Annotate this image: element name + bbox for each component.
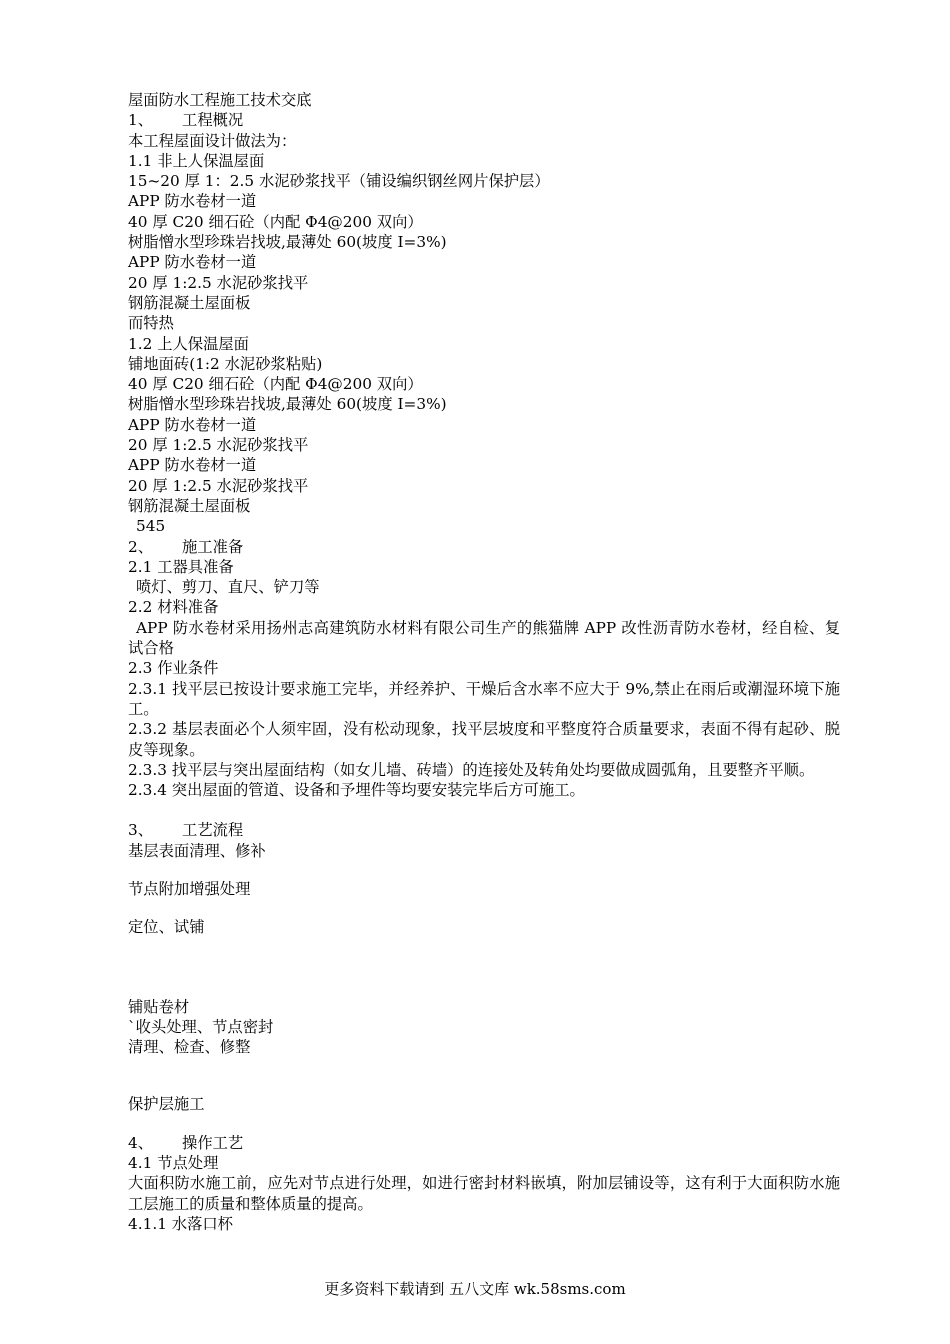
layer-item: APP 防水卷材一道 bbox=[128, 253, 257, 272]
subsection-4-1-title: 4.1 节点处理 bbox=[128, 1154, 219, 1173]
flow-step: 基层表面清理、修补 bbox=[128, 841, 266, 860]
layer-item: 树脂憎水型珍珠岩找坡,最薄处 60(坡度 I=3%) bbox=[128, 395, 447, 414]
layer-item: APP 防水卷材一道 bbox=[128, 415, 257, 434]
condition-2-3-4: 2.3.4 突出屋面的管道、设备和予埋件等均要安装完毕后方可施工。 bbox=[128, 781, 585, 800]
layer-item: 40 厚 C20 细石砼（内配 Φ4@200 双向） bbox=[128, 212, 423, 231]
subsection-2-3-title: 2.3 作业条件 bbox=[128, 659, 219, 678]
section-1-title: 工程概况 bbox=[182, 111, 244, 130]
subsection-4-1-1-title: 4.1.1 水落口杯 bbox=[128, 1214, 233, 1233]
flow-step: `收头处理、节点密封 bbox=[128, 1017, 274, 1036]
flow-step: 节点附加增强处理 bbox=[128, 879, 251, 898]
section-4-heading bbox=[128, 1133, 840, 1153]
layer-item: 钢筋混凝土屋面板 bbox=[128, 496, 251, 515]
layer-item: 20 厚 1:2.5 水泥砂浆找平 bbox=[128, 436, 309, 455]
condition-2-3-3: 2.3.3 找平层与突出屋面结构（如女儿墙、砖墙）的连接处及转角处均要做成圆弧角，且要整齐平顺。 bbox=[128, 760, 815, 779]
subsection-2-2-title: 2.2 材料准备 bbox=[128, 598, 219, 617]
node-treatment-text: 大面积防水施工前，应先对节点进行处理，如进行密封材料嵌填，附加层铺设等，这有利于大面积防水施工层施工的质量和整体质量的提高。 bbox=[128, 1174, 840, 1213]
document-body bbox=[128, 90, 840, 1234]
section-3-title: 工艺流程 bbox=[182, 821, 244, 840]
layer-item: APP 防水卷材一道 bbox=[128, 192, 257, 211]
flow-step: 清理、检查、修整 bbox=[128, 1038, 251, 1057]
footer-link-text[interactable]: 更多资料下载请到 五八文库 wk.58sms.com bbox=[324, 1280, 626, 1298]
layer-item: 20 厚 1:2.5 水泥砂浆找平 bbox=[128, 476, 309, 495]
section-1-heading bbox=[128, 110, 840, 130]
section-2-number: 2、 bbox=[128, 537, 154, 556]
layer-item: 铺地面砖(1:2 水泥砂浆粘贴) bbox=[128, 354, 323, 373]
layer-item: 钢筋混凝土屋面板 bbox=[128, 293, 251, 312]
flow-step: 铺贴卷材 bbox=[128, 997, 190, 1016]
materials-text: APP 防水卷材采用扬州志高建筑防水材料有限公司生产的熊猫牌 APP 改性沥青防水卷材，经自检、复试合格 bbox=[128, 618, 840, 658]
condition-2-3-2: 2.3.2 基层表面必个人须牢固，没有松动现象，找平层坡度和平整度符合质量要求，表面不得有起砂、脱皮等现象。 bbox=[128, 720, 840, 759]
layer-item: 树脂憎水型珍珠岩找坡,最薄处 60(坡度 I=3%) bbox=[128, 233, 447, 252]
intro-text: 本工程屋面设计做法为： bbox=[128, 131, 297, 150]
document-title: 屋面防水工程施工技术交底 bbox=[128, 91, 312, 109]
tools-text: 喷灯、剪刀、直尺、铲刀等 bbox=[136, 578, 320, 597]
flow-step: 定位、试铺 bbox=[128, 918, 205, 937]
flow-step: 保护层施工 bbox=[128, 1095, 205, 1114]
section-1-number: 1、 bbox=[128, 111, 154, 130]
layer-item: 20 厚 1:2.5 水泥砂浆找平 bbox=[128, 273, 309, 292]
section-2-heading bbox=[128, 537, 840, 557]
stray-number: 545 bbox=[136, 517, 166, 536]
subsection-2-1-title: 2.1 工器具准备 bbox=[128, 557, 234, 576]
section-3-heading bbox=[128, 820, 840, 840]
section-2-title: 施工准备 bbox=[182, 537, 244, 556]
section-4-number: 4、 bbox=[128, 1133, 154, 1152]
layer-item: 15~20 厚 1：2.5 水泥砂浆找平（铺设编织钢丝网片保护层） bbox=[128, 172, 550, 191]
section-3-number: 3、 bbox=[128, 821, 154, 840]
subsection-1-1-title: 1.1 非上人保温屋面 bbox=[128, 151, 265, 170]
condition-2-3-1: 2.3.1 找平层已按设计要求施工完毕，并经养护、干燥后含水率不应大于 9%,禁止在雨后或潮湿环境下施工。 bbox=[128, 679, 840, 718]
layer-item: APP 防水卷材一道 bbox=[128, 456, 257, 475]
section-4-title: 操作工艺 bbox=[182, 1133, 244, 1152]
subsection-1-2-title: 1.2 上人保温屋面 bbox=[128, 334, 249, 353]
blank-line bbox=[128, 800, 840, 820]
layer-item: 40 厚 C20 细石砼（内配 Φ4@200 双向） bbox=[128, 375, 423, 394]
layer-item: 而特热 bbox=[128, 314, 174, 333]
